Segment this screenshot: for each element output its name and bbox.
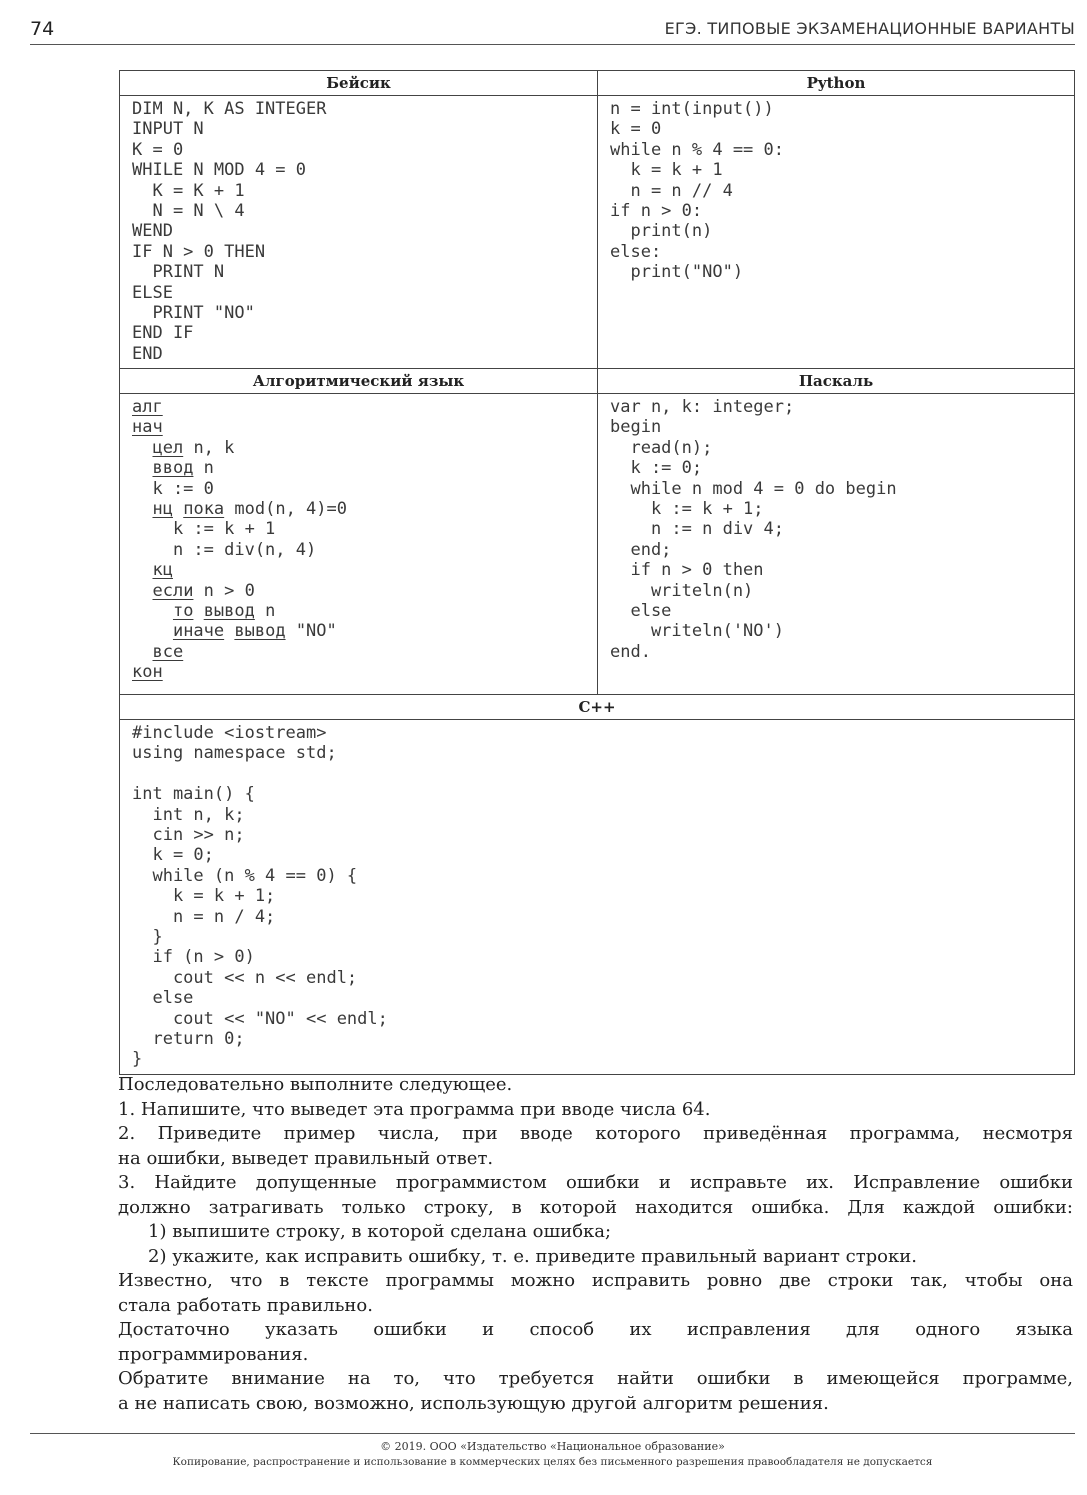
code-line: k = k + 1;	[132, 886, 276, 907]
code-line: K = K + 1	[132, 180, 245, 201]
code-line	[132, 519, 597, 539]
keyword: вывод	[203, 600, 255, 621]
code-fragment: n	[193, 458, 214, 479]
code-line: k := 0;	[610, 458, 703, 479]
code-line: n = n // 4	[610, 180, 733, 201]
code-line	[132, 601, 597, 621]
task-note-line2: а не написать свою, возможно, использующую другой алгоритм решения.	[118, 1392, 829, 1414]
code-line: while n % 4 == 0:	[610, 139, 784, 160]
task-enough-line2: программирования.	[118, 1343, 309, 1365]
code-line: else	[610, 600, 672, 621]
code-fragment: k := k + 1	[132, 519, 276, 540]
copyright: © 2019. ООО «Издательство «Национальное образование»	[380, 1440, 725, 1453]
code-line: else	[132, 988, 194, 1009]
code-line: int main() {	[132, 784, 255, 805]
keyword: вывод	[234, 621, 286, 642]
code-line: if n > 0 then	[610, 560, 764, 581]
keyword: пока	[183, 499, 225, 520]
task-q3-line2: должно затрагивать только строку, в которой находится ошибка. Для каждой ошибки:	[118, 1196, 1073, 1218]
task-intro: Последовательно выполните следующее.	[118, 1074, 513, 1095]
task-q1: 1. Напишите, что выведет эта программа при вводе числа 64.	[118, 1098, 711, 1120]
pascal-title: Паскаль	[598, 369, 1075, 394]
code-fragment	[193, 601, 203, 621]
code-line	[132, 458, 597, 478]
code-line: print(n)	[610, 221, 713, 242]
code-line: k = k + 1	[610, 160, 723, 181]
code-line	[132, 397, 597, 417]
task-known-line2: стала работать правильно.	[118, 1294, 373, 1316]
code-line: using namespace std;	[132, 743, 337, 764]
code-fragment	[132, 601, 173, 621]
code-line	[132, 479, 597, 499]
task-note-line1: Обратите внимание на то, что требуется найти ошибки в имеющейся программе,	[118, 1368, 1073, 1389]
code-line: cout << "NO" << endl;	[132, 1008, 388, 1029]
keyword: все	[152, 641, 184, 662]
code-line: read(n);	[610, 437, 713, 458]
code-fragment: "NO"	[285, 621, 337, 642]
code-line: END	[132, 343, 163, 364]
task-q3-line1: 3. Найдите допущенные программистом ошибки и исправьте их. Исправление ошибки	[118, 1172, 1073, 1193]
code-table	[119, 70, 1075, 1075]
code-line: begin	[610, 417, 662, 438]
code-line: cin >> n;	[132, 825, 245, 846]
task-q2-line1: 2. Приведите пример числа, при вводе которого приведённая программа, несмотря	[118, 1123, 1073, 1144]
keyword: кц	[152, 560, 173, 581]
code-line: print("NO")	[610, 262, 744, 283]
code-fragment: n > 0	[193, 580, 255, 601]
running-title: ЕГЭ. ТИПОВЫЕ ЭКЗАМЕНАЦИОННЫЕ ВАРИАНТЫ	[664, 19, 1075, 38]
keyword: иначе	[172, 621, 225, 642]
code-line: ELSE	[132, 282, 173, 303]
keyword: нц	[152, 499, 173, 520]
code-line: }	[132, 1049, 143, 1070]
code-line: PRINT N	[132, 262, 225, 283]
code-fragment	[132, 499, 152, 519]
code-line: K = 0	[132, 139, 184, 160]
python-code	[598, 96, 1074, 287]
code-line: int n, k;	[132, 804, 245, 825]
code-line: k = 0	[610, 119, 662, 140]
code-line	[132, 560, 597, 580]
code-fragment	[132, 642, 152, 662]
algorithmic-code	[120, 394, 597, 686]
code-line	[132, 662, 597, 682]
code-line: END IF	[132, 323, 194, 344]
keyword: ввод	[152, 458, 194, 479]
task-q2-line2: на ошибки, выведет правильный ответ.	[118, 1147, 494, 1169]
code-line: return 0;	[132, 1028, 245, 1049]
code-line: if (n > 0)	[132, 947, 255, 968]
code-line: var n, k: integer;	[610, 397, 795, 418]
code-line: while n mod 4 = 0 do begin	[610, 478, 897, 499]
code-line	[132, 438, 597, 458]
code-fragment: n := div(n, 4)	[132, 539, 317, 560]
keyword: цел	[152, 437, 184, 458]
code-line: k = 0;	[132, 845, 214, 866]
copy-notice: Копирование, распространение и использование в коммерческих целях без письменного разрешения правообладателя не допускается	[172, 1456, 933, 1468]
code-line: k := k + 1;	[610, 499, 764, 520]
cpp-title: C++	[120, 695, 1075, 720]
code-line: cout << n << endl;	[132, 967, 358, 988]
code-line	[132, 764, 1074, 784]
code-line: writeln('NO')	[610, 621, 784, 642]
keyword: нач	[132, 417, 163, 438]
page-number: 74	[30, 18, 55, 40]
keyword: алг	[132, 397, 163, 418]
code-fragment	[132, 438, 152, 458]
code-line: else:	[610, 241, 662, 262]
code-line: while (n % 4 == 0) {	[132, 865, 358, 886]
keyword: если	[152, 580, 194, 601]
code-line: INPUT N	[132, 119, 204, 140]
code-line	[132, 540, 597, 560]
code-line	[132, 642, 597, 662]
code-line: DIM N, K AS INTEGER	[132, 99, 327, 119]
code-fragment	[224, 621, 234, 641]
task-q3-sub1: 1) выпишите строку, в которой сделана ошибка;	[148, 1221, 612, 1242]
task-enough-line1: Достаточно указать ошибки и способ их исправления для одного языка	[118, 1319, 1073, 1340]
code-fragment: n	[254, 600, 276, 621]
code-line: }	[132, 926, 163, 947]
code-line	[132, 499, 597, 519]
code-line: IF N > 0 THEN	[132, 241, 266, 262]
page-footer	[30, 1433, 1075, 1468]
code-fragment: k := 0	[132, 478, 214, 499]
code-line	[132, 621, 597, 641]
code-line: end;	[610, 539, 672, 560]
code-fragment	[132, 581, 152, 601]
code-line: #include <iostream>	[132, 723, 327, 744]
pascal-code	[598, 394, 1074, 666]
keyword: кон	[132, 662, 163, 683]
code-line: n = n / 4;	[132, 906, 276, 927]
code-fragment	[173, 499, 183, 519]
code-line: end.	[610, 641, 651, 662]
code-fragment: n, k	[183, 437, 235, 458]
python-title: Python	[598, 71, 1075, 96]
code-line: writeln(n)	[610, 580, 754, 601]
task-q3-sub2: 2) укажите, как исправить ошибку, т. е. приведите правильный вариант строки.	[148, 1245, 917, 1267]
task-text	[118, 1073, 1073, 1416]
page-header	[30, 14, 1075, 45]
code-fragment: mod(n, 4)=0	[224, 499, 347, 520]
code-line: WEND	[132, 221, 173, 242]
code-line	[132, 417, 597, 437]
code-fragment	[132, 560, 152, 580]
basic-code	[120, 96, 597, 368]
code-fragment	[132, 458, 152, 478]
code-line: N = N \ 4	[132, 200, 245, 221]
code-line: if n > 0:	[610, 200, 703, 221]
algorithmic-title: Алгоритмический язык	[120, 369, 598, 394]
code-line: WHILE N MOD 4 = 0	[132, 160, 306, 181]
code-line: n = int(input())	[610, 99, 774, 119]
code-line: PRINT "NO"	[132, 302, 255, 323]
code-fragment	[132, 621, 173, 641]
code-line: n := n div 4;	[610, 519, 784, 540]
keyword: то	[172, 600, 194, 621]
basic-title: Бейсик	[120, 71, 598, 96]
task-known-line1: Известно, что в тексте программы можно исправить ровно две строки так, чтобы она	[118, 1270, 1073, 1291]
code-line	[132, 581, 597, 601]
cpp-code	[120, 720, 1074, 1074]
